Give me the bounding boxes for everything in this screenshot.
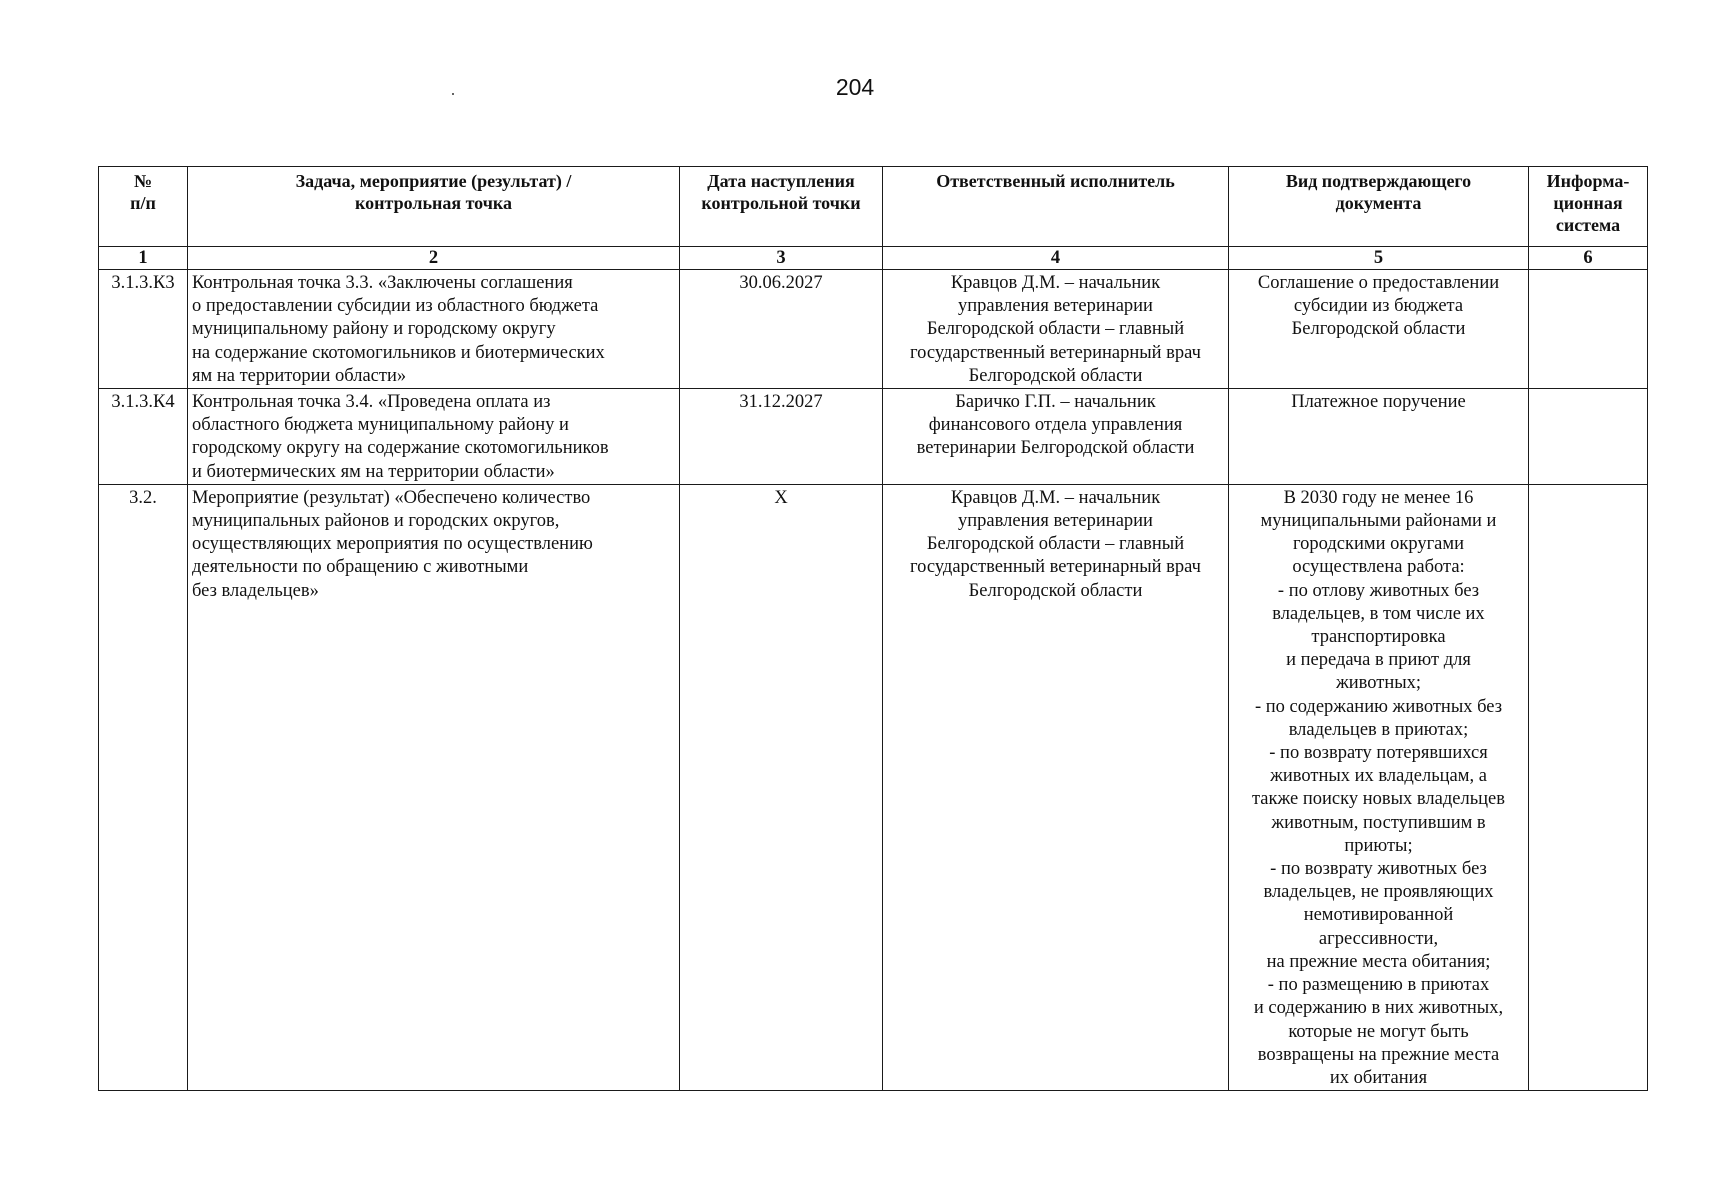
- column-number: 5: [1229, 247, 1529, 270]
- task-cell: Контрольная точка 3.4. «Проведена оплата из областного бюджета муниципальному району и городскому округу на содержание скотомогильников и биотермических ям на территории области»: [188, 389, 680, 485]
- date-cell: Х: [680, 484, 883, 1090]
- table-row: [99, 484, 1648, 1090]
- table-row: [99, 270, 1648, 389]
- column-number: 3: [680, 247, 883, 270]
- responsible-cell: Кравцов Д.М. – начальник управления ветеринарии Белгородской области – главный государственный ветеринарный врач Белгородской области: [883, 484, 1229, 1090]
- table-header-row: [99, 167, 1648, 247]
- column-numbers-row: [99, 247, 1648, 270]
- info-system-cell: [1529, 484, 1648, 1090]
- document-cell: Платежное поручение: [1229, 389, 1529, 485]
- control-points-table: [98, 166, 1648, 1091]
- page-number: 204: [835, 74, 875, 100]
- responsible-cell: Кравцов Д.М. – начальник управления ветеринарии Белгородской области – главный государственный ветеринарный врач Белгородской области: [883, 270, 1229, 389]
- row-number-cell: 3.1.3.К3: [99, 270, 188, 389]
- column-number: 4: [883, 247, 1229, 270]
- date-cell: 31.12.2027: [680, 389, 883, 485]
- header-cell-number: № п/п: [99, 167, 188, 247]
- task-cell: Мероприятие (результат) «Обеспечено количество муниципальных районов и городских округов, осуществляющих мероприятия по осуществлению деятельности по обращению с животными без владельцев»: [188, 484, 680, 1090]
- header-cell-task: Задача, мероприятие (результат) / контрольная точка: [188, 167, 680, 247]
- info-system-cell: [1529, 270, 1648, 389]
- info-system-cell: [1529, 389, 1648, 485]
- header-cell-date: Дата наступления контрольной точки: [680, 167, 883, 247]
- date-cell: 30.06.2027: [680, 270, 883, 389]
- scan-speck: [452, 93, 454, 95]
- table-row: [99, 389, 1648, 485]
- document-cell: В 2030 году не менее 16 муниципальными районами и городскими округами осуществлена работа: - по отлову животных без владельцев, в том числе их транспортировка и передача в приют для животных; - по содержанию животных без владельцев в приютах; - по возврату потерявшихся животных их владельцам, а также поиску новых владельцев животным, поступившим в приюты; - по возврату животных без владельцев, не проявляющих немотивированной агрессивности, на прежние места обитания; - по размещению в приютах и содержанию в них животных, которые не могут быть возвращены на прежние места их обитания: [1229, 484, 1529, 1090]
- task-cell: Контрольная точка 3.3. «Заключены соглашения о предоставлении субсидии из областного бюджета муниципальному району и городскому округу на содержание скотомогильников и биотермических ям на территории области»: [188, 270, 680, 389]
- responsible-cell: Баричко Г.П. – начальник финансового отдела управления ветеринарии Белгородской области: [883, 389, 1229, 485]
- header-cell-info-system: Информа- ционная система: [1529, 167, 1648, 247]
- row-number-cell: 3.2.: [99, 484, 188, 1090]
- row-number-cell: 3.1.3.К4: [99, 389, 188, 485]
- column-number: 2: [188, 247, 680, 270]
- column-number: 1: [99, 247, 188, 270]
- header-cell-responsible: Ответственный исполнитель: [883, 167, 1229, 247]
- header-cell-document: Вид подтверждающего документа: [1229, 167, 1529, 247]
- document-cell: Соглашение о предоставлении субсидии из бюджета Белгородской области: [1229, 270, 1529, 389]
- column-number: 6: [1529, 247, 1648, 270]
